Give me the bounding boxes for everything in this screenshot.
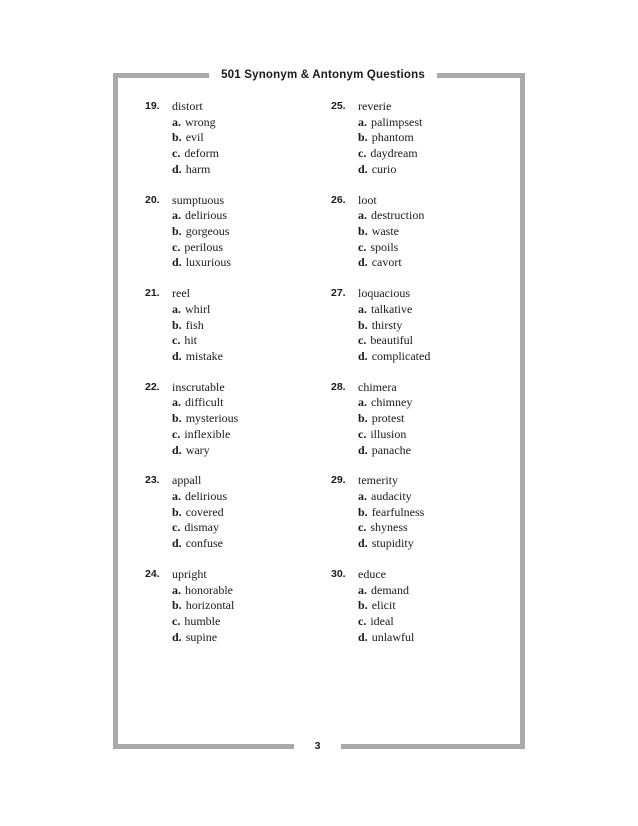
option-letter: b. <box>172 317 182 332</box>
option-text: waste <box>371 223 400 238</box>
option-text: delirious <box>185 208 227 223</box>
answer-option <box>172 146 219 162</box>
answer-options <box>358 489 424 552</box>
answer-option <box>358 208 424 224</box>
option-text: wrong <box>185 114 216 129</box>
answer-options <box>358 302 430 365</box>
answer-option <box>358 130 422 146</box>
option-letter: c. <box>172 520 181 535</box>
option-letter: d. <box>172 255 182 270</box>
answer-option <box>172 536 227 552</box>
option-letter: a. <box>358 301 367 316</box>
frame-left-rule <box>113 73 118 749</box>
answer-option <box>358 240 424 256</box>
option-text: thirsty <box>371 317 403 332</box>
question-number: 26. <box>331 193 346 206</box>
answer-option <box>172 162 219 178</box>
option-text: delirious <box>185 489 227 504</box>
option-letter: c. <box>358 239 367 254</box>
option-text: hit <box>184 333 197 348</box>
answer-option <box>172 583 234 599</box>
option-text: deform <box>184 146 219 161</box>
option-text: gorgeous <box>185 223 230 238</box>
option-text: ideal <box>370 614 394 629</box>
question-number: 30. <box>331 567 346 580</box>
option-letter: a. <box>358 114 367 129</box>
answer-option <box>358 318 430 334</box>
answer-option <box>358 162 422 178</box>
answer-option <box>172 395 238 411</box>
option-text: evil <box>185 130 204 145</box>
option-text: protest <box>371 411 405 426</box>
option-text: perilous <box>184 239 223 254</box>
answer-options <box>172 208 231 271</box>
option-letter: d. <box>172 348 182 363</box>
answer-option <box>358 520 424 536</box>
question-word: sumptuous <box>172 192 225 207</box>
option-text: supine <box>185 629 218 644</box>
option-letter: c. <box>358 146 367 161</box>
answer-option <box>358 395 412 411</box>
answer-option <box>358 349 430 365</box>
question-number: 27. <box>331 287 346 300</box>
option-text: stupidity <box>371 536 414 551</box>
answer-option <box>358 427 412 443</box>
option-text: elicit <box>371 598 396 613</box>
option-letter: b. <box>172 223 182 238</box>
option-text: luxurious <box>185 255 232 270</box>
answer-option <box>172 255 231 271</box>
option-text: destruction <box>371 208 425 223</box>
answer-option <box>358 614 414 630</box>
answer-option <box>358 598 414 614</box>
answer-option <box>172 318 223 334</box>
answer-option <box>172 411 238 427</box>
option-letter: b. <box>358 223 368 238</box>
answer-options <box>358 395 412 458</box>
question-word: appall <box>172 473 202 488</box>
answer-option <box>358 115 422 131</box>
answer-option <box>172 443 238 459</box>
answer-options <box>172 302 223 365</box>
option-letter: b. <box>358 411 368 426</box>
option-letter: a. <box>172 582 181 597</box>
answer-option <box>358 224 424 240</box>
option-text: talkative <box>371 301 413 316</box>
option-text: curio <box>371 161 397 176</box>
option-text: palimpsest <box>371 114 423 129</box>
question-number: 24. <box>145 567 160 580</box>
answer-option <box>358 146 422 162</box>
option-text: complicated <box>371 348 431 363</box>
option-letter: c. <box>358 520 367 535</box>
option-letter: d. <box>358 629 368 644</box>
frame-bottom-left-rule <box>113 744 294 749</box>
option-letter: b. <box>172 411 182 426</box>
option-letter: b. <box>358 130 368 145</box>
option-text: harm <box>185 161 211 176</box>
option-text: demand <box>371 582 409 597</box>
answer-option <box>358 583 414 599</box>
option-text: phantom <box>371 130 414 145</box>
option-letter: a. <box>172 489 181 504</box>
answer-option <box>172 130 219 146</box>
option-letter: a. <box>172 208 181 223</box>
option-letter: a. <box>358 208 367 223</box>
answer-option <box>172 598 234 614</box>
option-letter: c. <box>172 146 181 161</box>
question-number: 29. <box>331 474 346 487</box>
option-text: covered <box>185 504 224 519</box>
option-letter: c. <box>358 614 367 629</box>
question-word: temerity <box>358 473 398 488</box>
answer-option <box>172 333 223 349</box>
answer-option <box>172 614 234 630</box>
option-text: wary <box>185 442 210 457</box>
frame-top-left-rule <box>113 73 209 78</box>
question-word: reel <box>172 286 190 301</box>
answer-option <box>358 411 412 427</box>
option-text: illusion <box>370 426 407 441</box>
frame-top-right-rule <box>437 73 525 78</box>
question-word: reverie <box>358 99 392 113</box>
option-text: whirl <box>185 301 211 316</box>
option-letter: a. <box>358 489 367 504</box>
answer-options <box>358 583 414 646</box>
option-letter: d. <box>172 629 182 644</box>
question-word: loot <box>358 192 377 207</box>
option-text: chimney <box>371 395 413 410</box>
option-letter: a. <box>172 301 181 316</box>
frame-bottom-right-rule <box>341 744 525 749</box>
answer-option <box>172 208 231 224</box>
option-text: audacity <box>371 489 412 504</box>
option-letter: b. <box>358 504 368 519</box>
option-text: beautiful <box>370 333 413 348</box>
answer-option <box>358 333 430 349</box>
option-letter: d. <box>172 161 182 176</box>
option-letter: d. <box>358 536 368 551</box>
question-word: chimera <box>358 379 397 394</box>
option-text: mistake <box>185 348 224 363</box>
answer-option <box>172 224 231 240</box>
frame-right-rule <box>520 73 525 749</box>
option-letter: d. <box>172 442 182 457</box>
answer-option <box>172 489 227 505</box>
option-text: shyness <box>370 520 408 535</box>
option-text: fish <box>185 317 204 332</box>
question-word: inscrutable <box>172 379 225 394</box>
option-text: panache <box>371 442 411 457</box>
answer-option <box>358 505 424 521</box>
option-letter: c. <box>172 426 181 441</box>
option-text: unlawful <box>371 629 415 644</box>
answer-options <box>172 395 238 458</box>
option-letter: d. <box>172 536 182 551</box>
question-number: 23. <box>145 474 160 487</box>
answer-option <box>358 536 424 552</box>
option-text: fearfulness <box>371 504 425 519</box>
answer-options <box>358 115 422 178</box>
question-number: 28. <box>331 380 346 393</box>
option-letter: b. <box>172 598 182 613</box>
option-letter: b. <box>358 598 368 613</box>
option-letter: a. <box>172 395 181 410</box>
answer-option <box>358 489 424 505</box>
option-text: daydream <box>370 146 418 161</box>
answer-option <box>172 505 227 521</box>
answer-options <box>172 583 234 646</box>
answer-option <box>358 630 414 646</box>
option-text: dismay <box>184 520 219 535</box>
option-text: spoils <box>370 239 399 254</box>
question-number: 21. <box>145 287 160 300</box>
question-number: 25. <box>331 100 346 112</box>
option-letter: b. <box>358 317 368 332</box>
option-letter: d. <box>358 442 368 457</box>
option-text: honorable <box>185 582 233 597</box>
page-number: 3 <box>314 740 321 752</box>
option-text: confuse <box>185 536 224 551</box>
question-word: loquacious <box>358 286 410 301</box>
option-text: difficult <box>185 395 224 410</box>
answer-option <box>172 240 231 256</box>
option-text: humble <box>184 614 221 629</box>
answer-option <box>172 630 234 646</box>
question-word: distort <box>172 99 203 113</box>
answer-options <box>172 489 227 552</box>
option-text: mysterious <box>185 411 239 426</box>
question-number: 20. <box>145 193 160 206</box>
option-letter: a. <box>172 114 181 129</box>
answer-option <box>172 427 238 443</box>
option-letter: a. <box>358 395 367 410</box>
answer-option <box>172 520 227 536</box>
question-number: 22. <box>145 380 160 393</box>
option-letter: d. <box>358 348 368 363</box>
option-letter: b. <box>172 130 182 145</box>
option-text: cavort <box>371 255 402 270</box>
answer-option <box>172 349 223 365</box>
page-header-title: 501 Synonym & Antonym Questions <box>221 69 425 81</box>
answer-option <box>172 302 223 318</box>
option-letter: c. <box>172 614 181 629</box>
option-letter: a. <box>358 582 367 597</box>
option-letter: c. <box>358 333 367 348</box>
question-number: 19. <box>145 100 160 112</box>
option-text: inflexible <box>184 426 231 441</box>
answer-option <box>172 115 219 131</box>
question-word: educe <box>358 566 386 581</box>
answer-options <box>172 115 219 178</box>
option-letter: d. <box>358 161 368 176</box>
option-letter: b. <box>172 504 182 519</box>
question-word: upright <box>172 566 207 581</box>
option-letter: c. <box>172 333 181 348</box>
answer-option <box>358 302 430 318</box>
option-letter: c. <box>358 426 367 441</box>
option-text: horizontal <box>185 598 235 613</box>
answer-options <box>358 208 424 271</box>
answer-option <box>358 255 424 271</box>
answer-option <box>358 443 412 459</box>
option-letter: c. <box>172 239 181 254</box>
option-letter: d. <box>358 255 368 270</box>
